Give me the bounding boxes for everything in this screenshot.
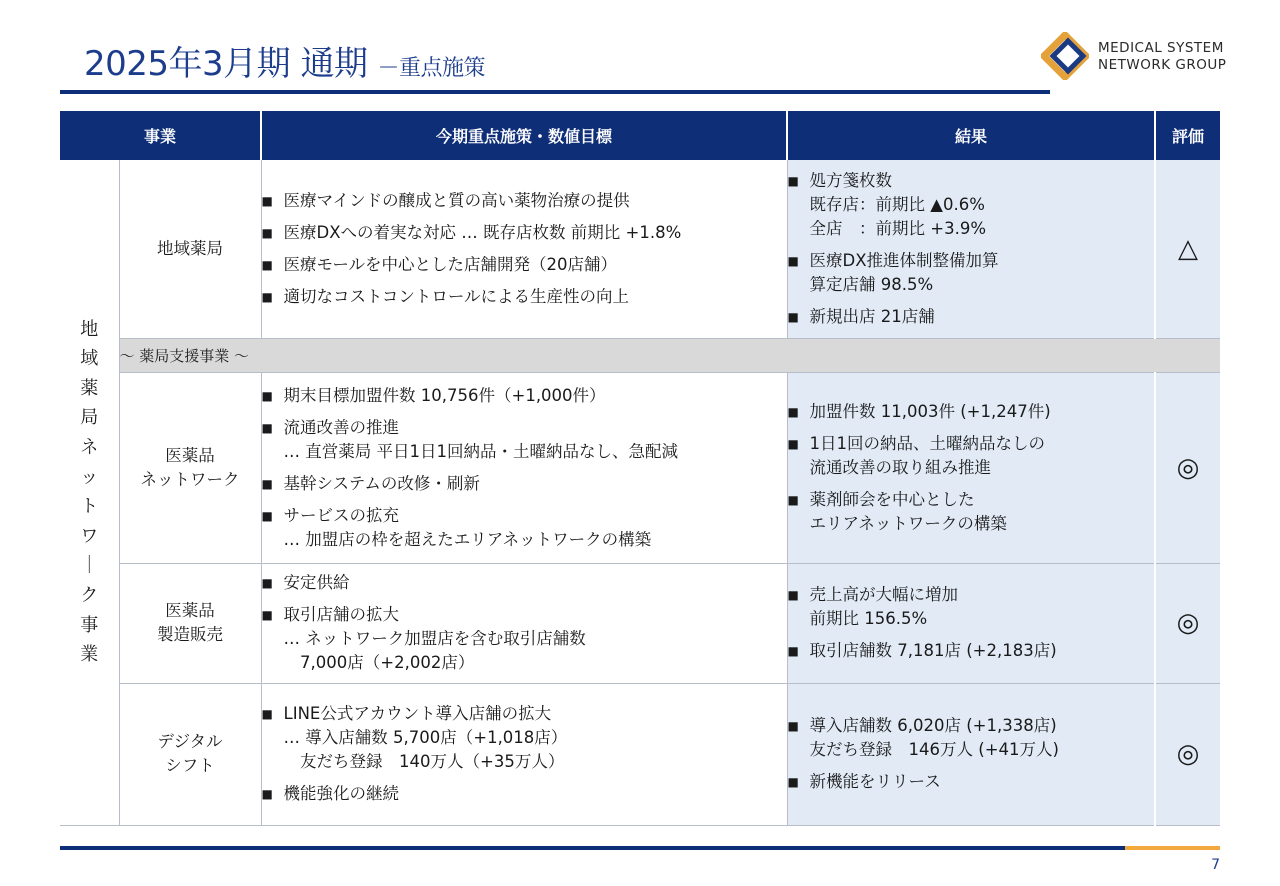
segment-label: 地 域 薬 局 ネ ッ ト ワ ｜ ク 事 業 (80, 318, 99, 666)
measures-cell (261, 160, 787, 338)
title-underline (60, 90, 1050, 94)
list-item: ■ 処方箋枚数 既存店：前期比 ▲0.6% 全店 ：前期比 +3.9% (788, 169, 1155, 241)
table-row (60, 683, 1220, 825)
logo-mark-icon (1041, 32, 1089, 80)
results-cell (787, 563, 1155, 683)
footer-rule (60, 846, 1125, 850)
list-item: ■ 薬剤師会を中心とした エリアネットワークの構築 (788, 488, 1155, 536)
list-item: ■ 新規出店 21店舗 (788, 305, 1155, 329)
list-item: ■ サービスの拡充 … 加盟店の枠を超えたエリアネットワークの構築 (262, 504, 787, 552)
results-cell (787, 372, 1155, 563)
list-item: ■ 機能強化の継続 (262, 782, 787, 806)
list-item: ■ 医療モールを中心とした店舗開発（20店舗） (262, 253, 787, 277)
title-subtitle: －重点施策 (377, 56, 485, 81)
business-cell: 医薬品 ネットワーク (119, 372, 261, 563)
list-item: ■ 期末目標加盟件数 10,756件（+1,000件） (262, 384, 787, 408)
list-item: ■ 基幹システムの改修・刷新 (262, 472, 787, 496)
table-row (60, 160, 1220, 338)
page-number: 7 (1211, 857, 1220, 873)
footer-accent (1125, 846, 1220, 850)
list-item: ■ 売上高が大幅に増加 前期比 156.5% (788, 583, 1155, 631)
list-item: ■ 1日1回の納品、土曜納品なしの 流通改善の取り組み推進 (788, 432, 1155, 480)
results-cell (787, 160, 1155, 338)
page-title (84, 36, 485, 85)
list-item: ■ 加盟件数 11,003件 (+1,247件) (788, 400, 1155, 424)
results-cell (787, 683, 1155, 825)
measures-cell (261, 372, 787, 563)
measures-cell (261, 563, 787, 683)
list-item: ■ 医療DXへの着実な対応 … 既存店枚数 前期比 +1.8% (262, 221, 787, 245)
business-cell: デジタル シフト (119, 683, 261, 825)
list-item: ■ 流通改善の推進 … 直営薬局 平日1日1回納品・土曜納品なし、急配減 (262, 416, 787, 464)
list-item: ■ 導入店舗数 6,020店 (+1,338店) 友だち登録 146万人 (+41万人) (788, 714, 1155, 762)
list-item: ■ LINE公式アカウント導入店舗の拡大 … 導入店舗数 5,700店（+1,018店） 友だち登録 140万人（+35万人） (262, 702, 787, 774)
business-cell: 医薬品 製造販売 (119, 563, 261, 683)
segment-label-cell (60, 160, 119, 825)
title-main: 2025年3月期 通期 (84, 44, 368, 84)
evaluation-cell: ◎ (1155, 372, 1220, 563)
evaluation-cell: △ (1155, 160, 1220, 338)
list-item: ■ 医療マインドの醸成と質の高い薬物治療の提供 (262, 189, 787, 213)
list-item: ■ 取引店舗数 7,181店 (+2,183店) (788, 639, 1155, 663)
band-label: ～ 薬局支援事業 ～ (119, 338, 1220, 372)
table-row (60, 372, 1220, 563)
header-evaluation: 評価 (1155, 111, 1220, 160)
table-row (60, 563, 1220, 683)
measures-table (60, 111, 1220, 826)
logo-line-1: MEDICAL SYSTEM (1098, 40, 1224, 56)
list-item: ■ 新機能をリリース (788, 770, 1155, 794)
evaluation-cell: ◎ (1155, 563, 1220, 683)
logo-line-2: NETWORK GROUP (1098, 57, 1227, 73)
list-item: ■ 適切なコストコントロールによる生産性の向上 (262, 285, 787, 309)
business-cell: 地域薬局 (119, 160, 261, 338)
company-logo (1041, 30, 1231, 86)
header-measures: 今期重点施策・数値目標 (261, 111, 787, 160)
header-results: 結果 (787, 111, 1155, 160)
header-business: 事業 (60, 111, 261, 160)
list-item: ■ 取引店舗の拡大 … ネットワーク加盟店を含む取引店舗数 7,000店（+2,002店） (262, 603, 787, 675)
measures-cell (261, 683, 787, 825)
logo-wordmark (1098, 40, 1226, 74)
table-header-row (60, 111, 1220, 160)
band-row (60, 338, 1220, 372)
list-item: ■ 安定供給 (262, 571, 787, 595)
list-item: ■ 医療DX推進体制整備加算 算定店舗 98.5% (788, 249, 1155, 297)
evaluation-cell: ◎ (1155, 683, 1220, 825)
